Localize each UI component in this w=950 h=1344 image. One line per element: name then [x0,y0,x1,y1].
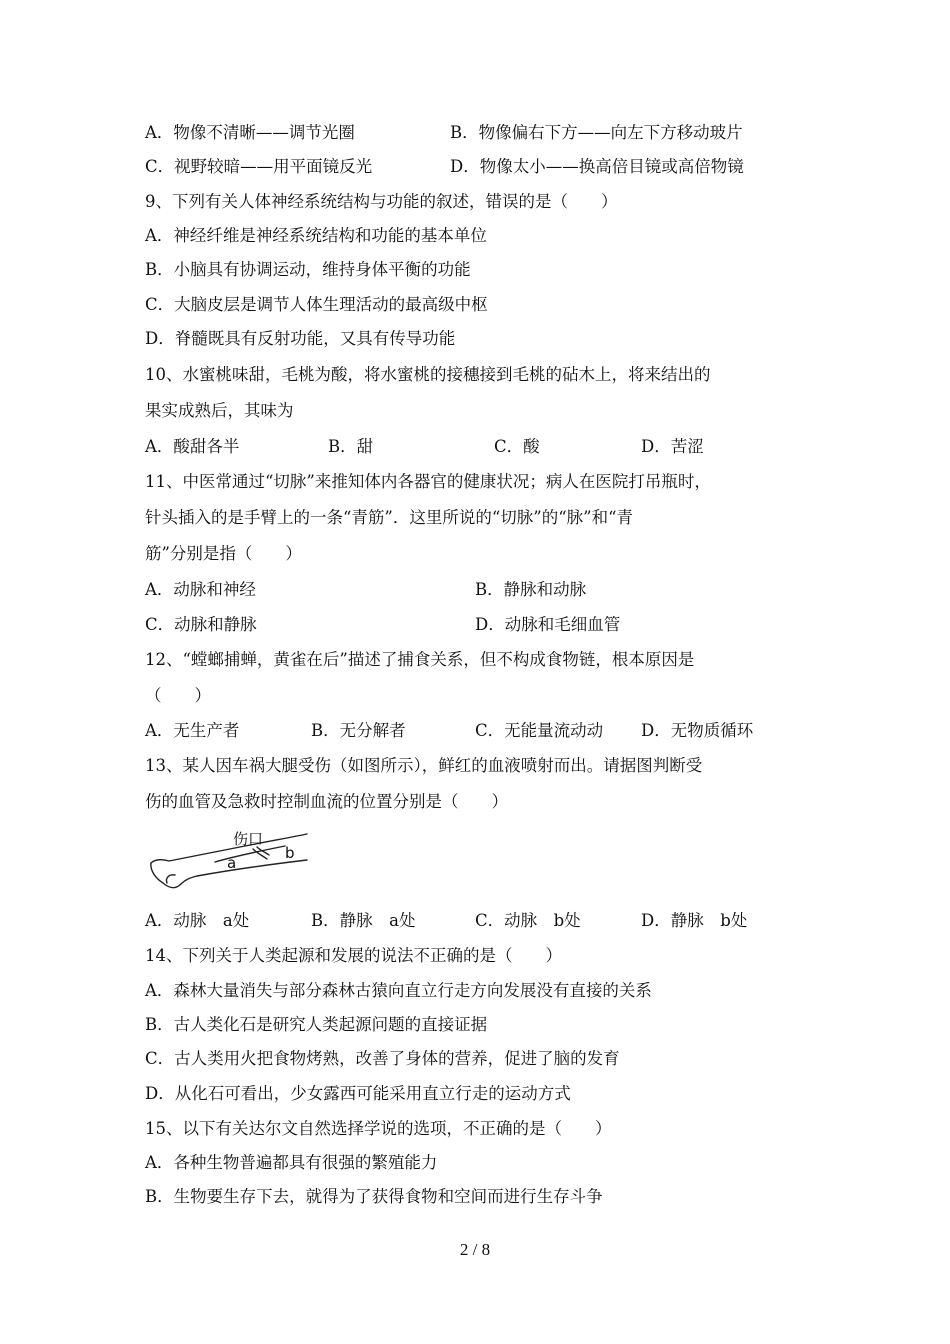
q13-option-a: A．动脉 a处 [145,911,250,930]
q13-option-b: B．静脉 a处 [311,911,416,930]
blood-vessel-line [215,846,285,862]
q15-option-a: A．各种生物普遍都具有很强的繁殖能力 [145,1153,438,1172]
q9-option-d: D．脊髓既具有反射功能，又具有传导功能 [145,329,456,348]
q10-stem-line1: 10、水蜜桃味甜，毛桃为酸，将水蜜桃的接穗接到毛桃的砧木上，将来结出的 [145,365,711,384]
q14-option-b: B．古人类化石是研究人类起源问题的直接证据 [145,1015,488,1034]
q11-option-c: C．动脉和静脉 [145,615,257,634]
q9-option-b: B．小脑具有协调运动，维持身体平衡的功能 [145,260,471,279]
wound-label: 伤口 [233,830,264,848]
q11-stem-line2: 针头插入的是手臂上的一条“青筋”．这里所说的“切脉”的“脉”和“青 [145,508,634,527]
q11-option-d: D．动脉和毛细血管 [475,615,621,634]
q11-option-b: B．静脉和动脉 [475,580,587,599]
q14-option-a: A．森林大量消失与部分森林古猿向直立行走方向发展没有直接的关系 [145,981,652,1000]
label-b: b [285,844,295,862]
q10-option-b: B．甜 [328,437,374,456]
q9-option-c: C．大脑皮层是调节人体生理活动的最高级中枢 [145,295,488,314]
q10-option-a: A．酸甜各半 [145,437,240,456]
q15-stem: 15、以下有关达尔文自然选择学说的选项，不正确的是（ ） [145,1119,612,1138]
q13-option-c: C．动脉 b处 [475,911,581,930]
q14-option-d: D．从化石可看出，少女露西可能采用直立行走的运动方式 [145,1084,571,1103]
q12-option-d: D．无物质循环 [641,721,754,740]
wound-mark [253,847,269,859]
page-number: 2 / 8 [459,1240,491,1259]
q8-option-b: B．物像偏右下方——向左下方移动玻片 [450,123,743,142]
q11-option-a: A．动脉和神经 [145,580,256,599]
q12-stem-line1: 12、“螳螂捕蝉，黄雀在后”描述了捕食关系，但不构成食物链，根本原因是 [145,650,695,669]
q13-stem-line2: 伤的血管及急救时控制血流的位置分别是（ ） [145,792,508,811]
foot-detail [166,875,175,883]
q11-stem-line1: 11、中医常通过“切脉”来推知体内各器官的健康状况；病人在医院打吊瓶时， [145,472,711,491]
q11-stem-line3: 筋”分别是指（ ） [145,544,302,563]
q13-option-d: D．静脉 b处 [641,911,748,930]
q10-option-d: D．苦涩 [641,437,704,456]
q8-option-a: A．物像不清晰——调节光圈 [145,123,355,142]
q10-option-c: C．酸 [494,437,540,456]
q8-option-c: C．视野较暗——用平面镜反光 [145,157,373,176]
q10-stem-line2: 果实成熟后，其味为 [145,401,294,420]
q14-stem: 14、下列关于人类起源和发展的说法不正确的是（ ） [145,946,562,965]
q13-stem-line1: 13、某人因车祸大腿受伤（如图所示），鲜红的血液喷射而出。请据图判断受 [145,756,703,775]
q8-option-d: D．物像太小——换高倍目镜或高倍物镜 [450,157,744,176]
q12-option-c: C．无能量流动动 [475,721,604,740]
q9-stem: 9、下列有关人体神经系统结构与功能的叙述，错误的是（ ） [145,192,618,211]
q12-option-b: B．无分解者 [311,721,406,740]
q12-stem-line2: （ ） [145,686,211,705]
label-a: a [227,854,237,872]
q14-option-c: C．古人类用火把食物烤熟，改善了身体的营养，促进了脑的发育 [145,1049,620,1068]
q9-option-a: A．神经纤维是神经系统结构和功能的基本单位 [145,226,487,245]
q12-option-a: A．无生产者 [145,721,240,740]
leg-injury-figure [145,828,315,896]
q15-option-b: B．生物要生存下去，就得为了获得食物和空间而进行生存斗争 [145,1187,603,1206]
